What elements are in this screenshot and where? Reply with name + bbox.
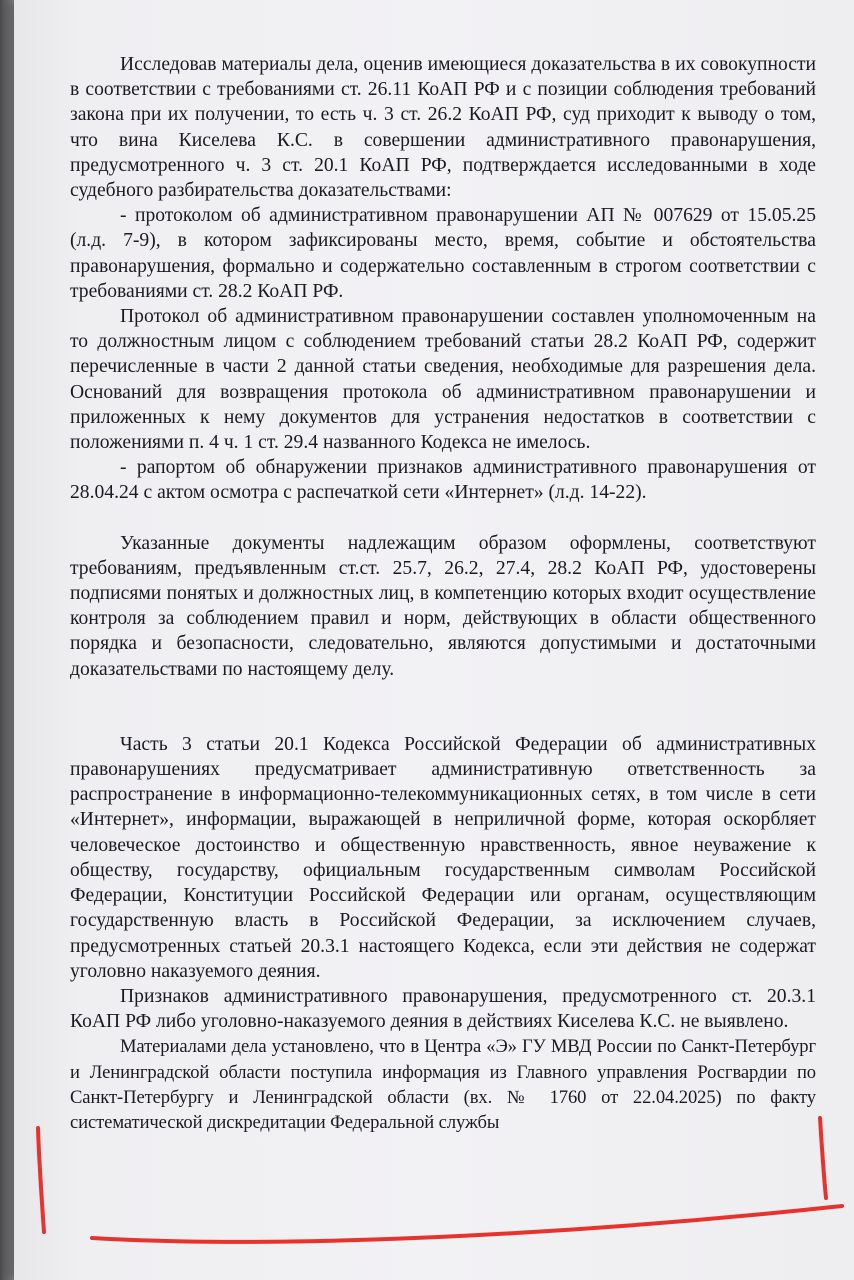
document-page bbox=[14, 0, 854, 1280]
paragraph-2: - протоколом об административном правонарушении АП № 007629 от 15.05.25 (л.д. 7-9), в котором зафиксированы место, время, событие и обстоятельства правонарушения, формально и содержательно составленным в строгом соответствии с требованиями ст. 28.2 КоАП РФ. bbox=[70, 205, 816, 302]
paragraph-1: Исследовав материалы дела, оценив имеющиеся доказательства в их совокупности в соответствии с требованиями ст. 26.11 КоАП РФ и с позиции соблюдения требований закона при их получении, то есть ч. 3 ст. 26.2 КоАП РФ, суд приходит к выводу о том, что вина Киселева К.С. в совершении административного правонарушения, предусмотренного ч. 3 ст. 20.1 КоАП РФ, подтверждается исследованными в ходе судебного разбирательства доказательствами: bbox=[70, 54, 816, 202]
paragraph-8-highlighted: Материалами дела установлено, что в Центра «Э» ГУ МВД России по Санкт-Петербург и Ленинградской области поступила информация из Главного управления Росгвардии по Санкт-Петербургу и Ленинградской области (вх. № 1760 от 22.04.2025) по факту систематической дискредитации Федеральной службы bbox=[70, 1036, 816, 1133]
paragraph-3: Протокол об административном правонарушении составлен уполномоченным на то должностным лицом с соблюдением требований статьи 28.2 КоАП РФ, содержит перечисленные в части 2 данной статьи сведения, необходимые для разрешения дела. Оснований для возвращения протокола об административном правонарушении и приложенных к нему документов для устранения недостатков в соответствии с положениями п. 4 ч. 1 ст. 29.4 названного Кодекса не имелось. bbox=[70, 306, 816, 454]
document-body bbox=[70, 52, 816, 1135]
paragraph-7: Признаков административного правонарушения, предусмотренного ст. 20.3.1 КоАП РФ либо уголовно-наказуемого деяния в действиях Киселева К.С. не выявлено. bbox=[70, 985, 816, 1033]
page-edge-shadow bbox=[0, 0, 14, 1280]
paragraph-6: Часть 3 статьи 20.1 Кодекса Российской Федерации об административных правонарушениях предусматривает административную ответственность за распространение в информационно-телекоммуникационных сетях, в том числе в сети «Интернет», информации, выражающей в неприличной форме, которая оскорбляет человеческое достоинство и общественную нравственность, явное неуважение к обществу, государству, официальным государственным символам Российской Федерации, Конституции Российской Федерации или органам, осуществляющим государственную власть в Российской Федерации, за исключением случаев, предусмотренных статьей 20.3.1 настоящего Кодекса, если эти действия не содержат уголовно наказуемого деяния. bbox=[70, 733, 816, 982]
paragraph-5: Указанные документы надлежащим образом оформлены, соответствуют требованиям, предъявленным ст.ст. 25.7, 26.2, 27.4, 28.2 КоАП РФ, удостоверены подписями понятых и должностных лиц, в компетенцию которых входит осуществление контроля за соблюдением правил и норм, действующих в области общественного порядка и безопасности, следовательно, являются допустимыми и достаточными доказательствами по настоящему делу. bbox=[70, 532, 816, 680]
paragraph-4: - рапортом об обнаружении признаков административного правонарушения от 28.04.24 с актом осмотра с распечаткой сети «Интернет» (л.д. 14-22). bbox=[70, 457, 816, 504]
